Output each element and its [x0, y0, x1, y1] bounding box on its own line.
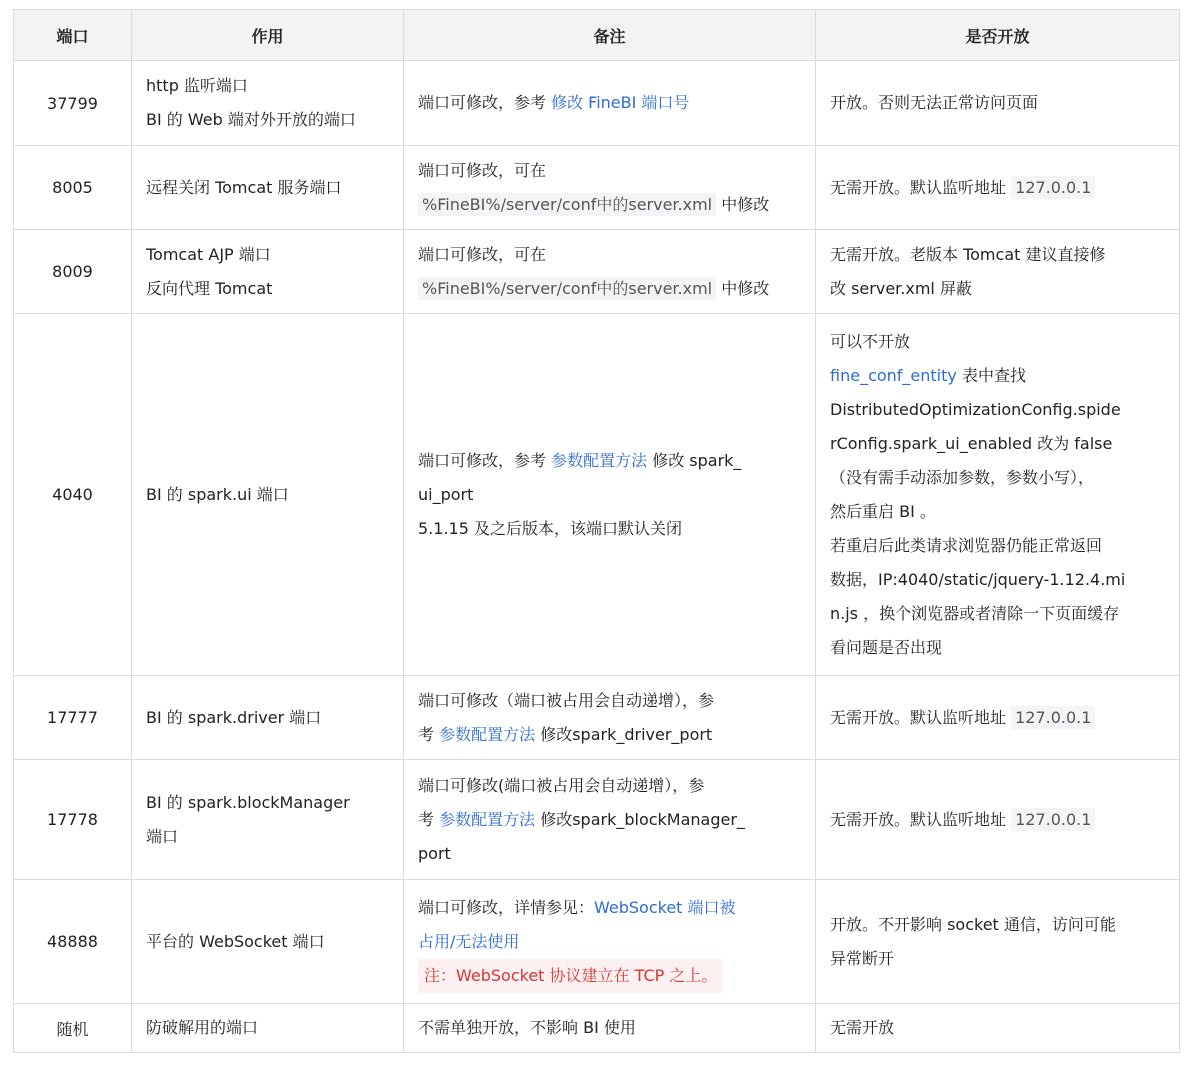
- text-line: [418, 512, 801, 546]
- table-row: [14, 61, 1180, 146]
- note-cell: [404, 146, 816, 230]
- text-line: [418, 959, 801, 993]
- text-line: [146, 171, 389, 205]
- text-line: [830, 495, 1165, 529]
- text: 端口可修改，详情参见：: [418, 897, 595, 917]
- text-line: [146, 69, 389, 103]
- header-open: 是否开放: [816, 10, 1180, 61]
- text: 无需开放。默认监听地址: [830, 809, 1012, 829]
- text-line: [146, 786, 389, 820]
- text-line: [830, 325, 1165, 359]
- text: 端口可修改，参考: [418, 450, 552, 470]
- open-cell: [816, 1004, 1180, 1053]
- text-line: [418, 188, 801, 222]
- warning-note: 注：WebSocket 协议建立在 TCP 之上。: [418, 959, 723, 993]
- text: 中修改: [716, 194, 770, 214]
- purpose-cell: [132, 880, 404, 1004]
- note-cell: [404, 314, 816, 676]
- text: 异常断开: [830, 948, 895, 968]
- doc-link[interactable]: 占用/无法使用: [418, 931, 520, 951]
- text-line: [418, 891, 801, 925]
- note-cell: [404, 230, 816, 314]
- text: 不需单独开放，不影响 BI 使用: [418, 1018, 636, 1037]
- table-row: [14, 760, 1180, 880]
- text: BI 的 Web 端对外开放的端口: [146, 110, 356, 129]
- text: 反向代理 Tomcat: [146, 278, 273, 298]
- doc-link[interactable]: 修改 FineBI 端口号: [551, 93, 690, 112]
- text: 端口可修改（端口被占用会自动递增），参: [418, 690, 715, 710]
- note-cell: [404, 676, 816, 760]
- text-line: [830, 171, 1165, 205]
- text-line: [418, 238, 801, 272]
- text: 平台的 WebSocket 端口: [146, 931, 325, 951]
- text: BI 的 spark.driver 端口: [146, 707, 322, 727]
- header-note: 备注: [404, 10, 816, 61]
- text-line: [418, 154, 801, 188]
- open-cell: [816, 314, 1180, 676]
- text-line: [418, 272, 801, 306]
- open-cell: [816, 880, 1180, 1004]
- text: 若重启后此类请求浏览器仍能正常返回: [830, 535, 1103, 555]
- text-line: [830, 393, 1165, 427]
- note-cell: [404, 1004, 816, 1053]
- text: 端口可修改，可在: [418, 244, 547, 264]
- text: 端口可修改，参考: [418, 93, 552, 112]
- text-line: [830, 597, 1165, 631]
- inline-code: 127.0.0.1: [1011, 808, 1095, 831]
- text-line: [146, 820, 389, 854]
- text: 端口可修改，可在: [418, 160, 547, 180]
- text: Tomcat AJP 端口: [146, 244, 271, 264]
- text: 无需开放。老版本 Tomcat 建议直接修: [830, 244, 1106, 264]
- text: 可以不开放: [830, 331, 911, 351]
- inline-code: 127.0.0.1: [1011, 706, 1095, 729]
- table-row: [14, 146, 1180, 230]
- text-line: [830, 563, 1165, 597]
- text-line: [830, 272, 1165, 306]
- text: 看问题是否出现: [830, 637, 943, 657]
- text-line: [830, 86, 1165, 120]
- text: 中修改: [716, 278, 770, 298]
- text-line: [146, 1011, 389, 1045]
- text: 表中查找: [956, 365, 1026, 385]
- text: 无需开放。默认监听地址: [830, 177, 1012, 197]
- text-line: [830, 701, 1165, 735]
- purpose-cell: [132, 676, 404, 760]
- table-row: [14, 230, 1180, 314]
- inline-code: 127.0.0.1: [1011, 176, 1095, 199]
- purpose-cell: [132, 1004, 404, 1053]
- text-line: [146, 103, 389, 137]
- text: 无需开放: [830, 1018, 895, 1037]
- text: 修改 spark_: [647, 450, 742, 470]
- doc-link[interactable]: 参数配置方法: [439, 724, 536, 744]
- text-line: [146, 238, 389, 272]
- open-cell: [816, 230, 1180, 314]
- text-line: [146, 272, 389, 306]
- text: 远程关闭 Tomcat 服务端口: [146, 177, 342, 197]
- purpose-cell: [132, 61, 404, 146]
- header-row: [14, 10, 1180, 61]
- text-line: [418, 1011, 801, 1045]
- text: 修改spark_blockManager_: [535, 809, 745, 829]
- purpose-cell: [132, 146, 404, 230]
- text: 然后重启 BI 。: [830, 501, 936, 521]
- header-purpose: 作用: [132, 10, 404, 61]
- inline-code: %FineBI%/server/conf中的server.xml: [418, 193, 716, 216]
- text-line: [418, 769, 801, 803]
- table-row: [14, 880, 1180, 1004]
- text-line: [830, 1011, 1165, 1045]
- text-line: [830, 631, 1165, 665]
- text: ui_port: [418, 484, 474, 504]
- inline-code: %FineBI%/server/conf中的server.xml: [418, 277, 716, 300]
- text: 考: [418, 724, 440, 744]
- text-line: [830, 803, 1165, 837]
- purpose-cell: [132, 760, 404, 880]
- port-cell: 随机: [14, 1004, 132, 1053]
- text: BI 的 spark.ui 端口: [146, 484, 289, 504]
- text: 考: [418, 809, 440, 829]
- header-port: 端口: [14, 10, 132, 61]
- text: 端口可修改(端口被占用会自动递增），参: [418, 775, 705, 795]
- text-line: [418, 925, 801, 959]
- table-row: [14, 676, 1180, 760]
- text: 5.1.15 及之后版本，该端口默认关闭: [418, 518, 682, 538]
- doc-link[interactable]: 参数配置方法: [551, 450, 648, 470]
- open-cell: [816, 146, 1180, 230]
- text-line: [830, 529, 1165, 563]
- text: http 监听端口: [146, 76, 248, 95]
- open-cell: [816, 760, 1180, 880]
- text-line: [418, 478, 801, 512]
- text-line: [418, 86, 801, 120]
- port-table: [13, 9, 1180, 1053]
- open-cell: [816, 676, 1180, 760]
- text-line: [830, 359, 1165, 393]
- open-cell: [816, 61, 1180, 146]
- text: 开放。否则无法正常访问页面: [830, 93, 1039, 112]
- text: 开放。不开影响 socket 通信，访问可能: [830, 914, 1116, 934]
- text: DistributedOptimizationConfig.spide: [830, 399, 1121, 419]
- text: （没有需手动添加参数，参数小写），: [830, 467, 1095, 487]
- text-line: [830, 461, 1165, 495]
- doc-link[interactable]: fine_conf_entity: [830, 365, 957, 385]
- doc-link[interactable]: 参数配置方法: [439, 809, 536, 829]
- port-cell: 17778: [14, 760, 132, 880]
- text-line: [418, 444, 801, 478]
- text: port: [418, 843, 451, 863]
- port-cell: 4040: [14, 314, 132, 676]
- port-cell: 17777: [14, 676, 132, 760]
- port-cell: 37799: [14, 61, 132, 146]
- text: 改 server.xml 屏蔽: [830, 278, 972, 298]
- purpose-cell: [132, 314, 404, 676]
- purpose-cell: [132, 230, 404, 314]
- text-line: [830, 942, 1165, 976]
- text-line: [418, 718, 801, 752]
- text-line: [830, 238, 1165, 272]
- text-line: [146, 701, 389, 735]
- table-row: [14, 314, 1180, 676]
- text: 防破解用的端口: [146, 1018, 259, 1037]
- text-line: [830, 908, 1165, 942]
- doc-link[interactable]: WebSocket 端口被: [594, 897, 736, 917]
- note-cell: [404, 61, 816, 146]
- text: 数据，IP:4040/static/jquery-1.12.4.mi: [830, 569, 1126, 589]
- text: n.js ，换个浏览器或者清除一下页面缓存: [830, 603, 1120, 623]
- text: 修改spark_driver_port: [535, 724, 713, 744]
- text-line: [418, 837, 801, 871]
- text-line: [830, 427, 1165, 461]
- port-cell: 8005: [14, 146, 132, 230]
- note-cell: [404, 760, 816, 880]
- text-line: [146, 478, 389, 512]
- text: 无需开放。默认监听地址: [830, 707, 1012, 727]
- port-cell: 8009: [14, 230, 132, 314]
- text: BI 的 spark.blockManager: [146, 792, 350, 812]
- note-cell: [404, 880, 816, 1004]
- text-line: [146, 925, 389, 959]
- port-cell: 48888: [14, 880, 132, 1004]
- text-line: [418, 803, 801, 837]
- text-line: [418, 684, 801, 718]
- text: rConfig.spark_ui_enabled 改为 false: [830, 433, 1113, 453]
- text: 端口: [146, 826, 179, 846]
- table-row: [14, 1004, 1180, 1053]
